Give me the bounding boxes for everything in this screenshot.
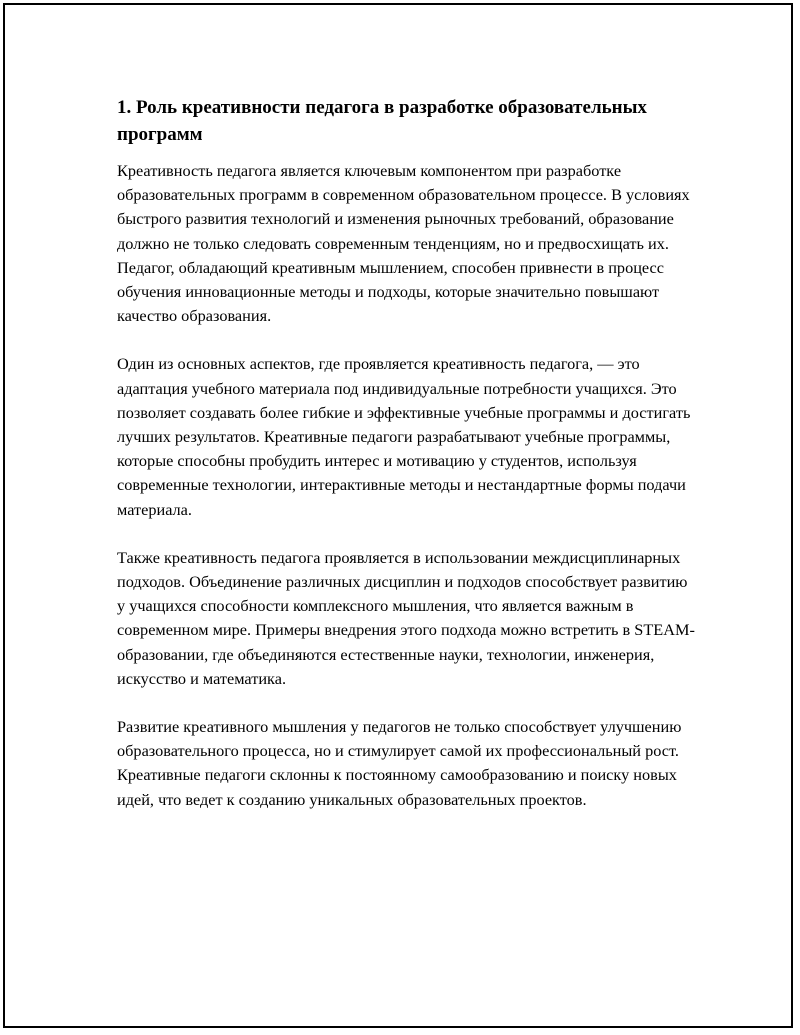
- document-body: [117, 94, 697, 836]
- paragraph-3: Также креативность педагога проявляется в использовании междисциплинарных подходов. Объединение различных дисциплин и подходов способствует развитию у учащихся способности комплексного мышления, что является важным в современном мире. Примеры внедрения этого подхода можно встретить в STEAM-образовании, где объединяются естественные науки, технологии, инженерия, искусство и математика.: [117, 547, 695, 688]
- section-heading: 1. Роль креативности педагога в разработке образовательных программ: [117, 97, 647, 145]
- paragraph-4: Развитие креативного мышления у педагогов не только способствует улучшению образовательного процесса, но и стимулирует самой их профессиональный рост. Креативные педагоги склонны к постоянному самообразованию и поиску новых идей, что ведет к созданию уникальных образовательных проектов.: [117, 717, 682, 809]
- paragraph-1: Креативность педагога является ключевым компонентом при разработке образовательных программ в современном образовательном процессе. В условиях быстрого развития технологий и изменения рыночных требований, образование должно не только следовать современным тенденциям, но и предвосхищать их. Педагог, обладающий креативным мышлением, способен привнести в процесс обучения инновационные методы и подходы, которые значительно повышают качество образования.: [117, 161, 690, 326]
- paragraph-2: Один из основных аспектов, где проявляется креативность педагога, — это адаптация учебного материала под индивидуальные потребности учащихся. Это позволяет создавать более гибкие и эффективные учебные программы и достигать лучших результатов. Креативные педагоги разрабатывают учебные программы, которые способны пробудить интерес и мотивацию у студентов, используя современные технологии, интерактивные методы и нестандартные формы подачи материала.: [117, 354, 691, 519]
